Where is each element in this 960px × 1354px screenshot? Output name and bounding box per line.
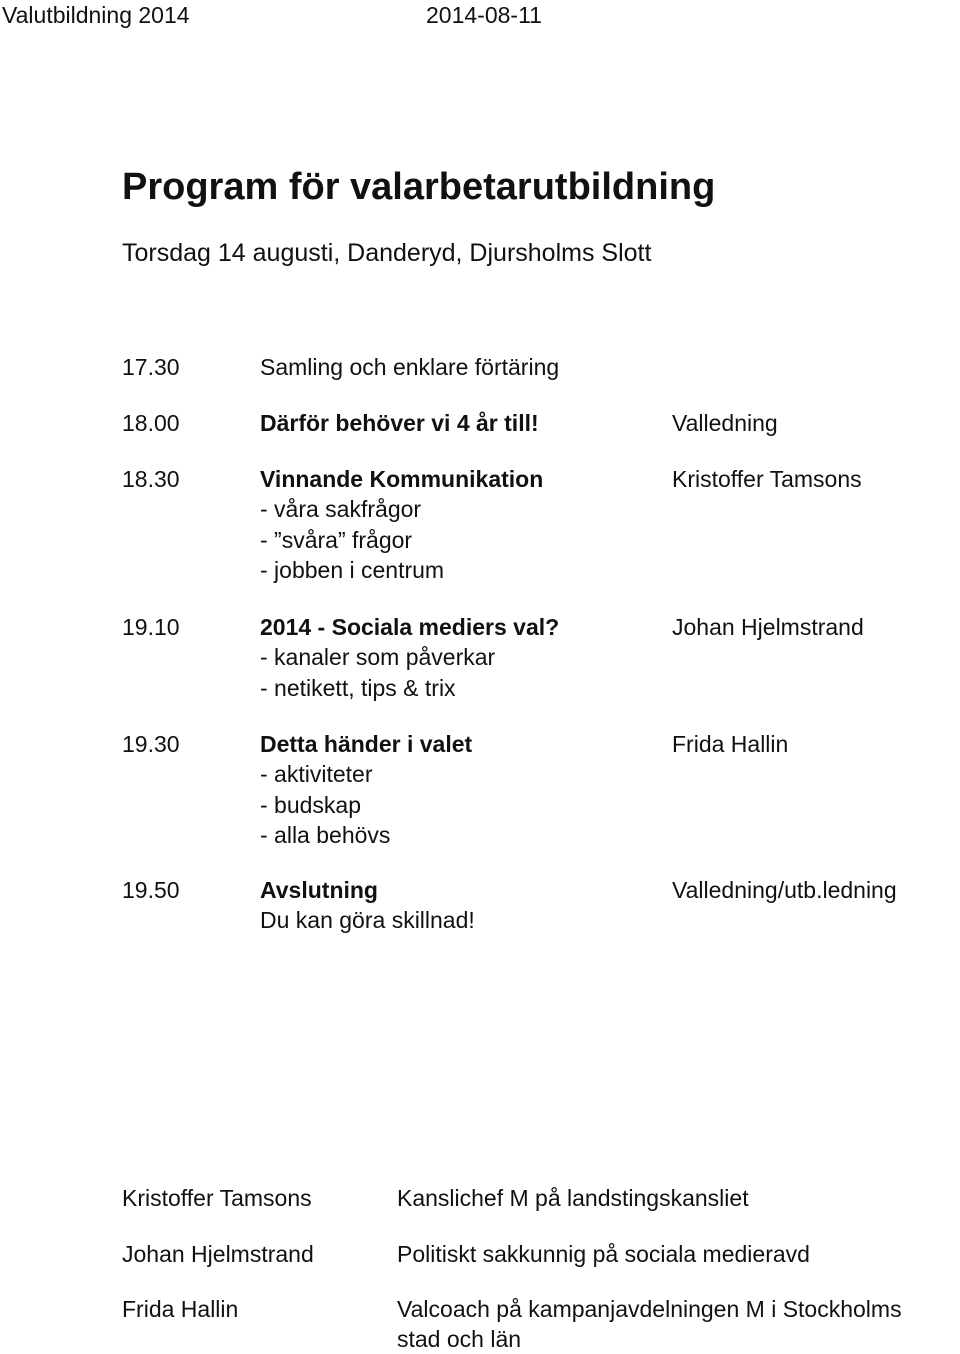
schedule-speaker: Valledning <box>672 410 778 436</box>
schedule-time: 19.50 <box>122 877 180 903</box>
schedule-topic: Vinnande Kommunikation <box>260 466 544 492</box>
schedule-topic: 2014 - Sociala mediers val? <box>260 614 560 640</box>
schedule-subitem: - kanaler som påverkar <box>260 644 496 670</box>
contact-role-line: Politiskt sakkunnig på sociala medieravd <box>397 1241 810 1267</box>
schedule-content <box>260 352 660 382</box>
contact-role-line: stad och län <box>397 1326 522 1352</box>
schedule-speaker: Kristoffer Tamsons <box>672 466 862 492</box>
schedule-topic: Detta händer i valet <box>260 731 473 757</box>
schedule-content <box>260 729 660 851</box>
schedule-time: 19.10 <box>122 614 180 640</box>
schedule-topic: Samling och enklare förtäring <box>260 354 560 380</box>
schedule-content <box>260 464 660 586</box>
schedule-time: 18.00 <box>122 410 180 436</box>
contact-role <box>397 1239 960 1269</box>
schedule-speaker: Frida Hallin <box>672 731 789 757</box>
schedule-time: 19.30 <box>122 731 180 757</box>
contact-name: Johan Hjelmstrand <box>122 1241 314 1267</box>
schedule-time: 17.30 <box>122 354 180 380</box>
page-subtitle: Torsdag 14 augusti, Danderyd, Djursholms Slott <box>122 239 652 267</box>
contact-role-line: Valcoach på kampanjavdelningen M i Stockholms <box>397 1296 902 1322</box>
schedule-subitem: - budskap <box>260 791 362 818</box>
contact-name: Kristoffer Tamsons <box>122 1185 312 1211</box>
schedule-speaker: Valledning/utb.ledning <box>672 877 897 903</box>
schedule-content <box>260 875 660 936</box>
schedule-subitem: - aktiviteter <box>260 761 373 787</box>
header-document-name: Valutbildning 2014 <box>2 2 190 28</box>
schedule-subitem: - ”svåra” frågor <box>260 526 413 553</box>
schedule-topic: Därför behöver vi 4 år till! <box>260 410 539 436</box>
schedule-content <box>260 612 660 703</box>
page-title: Program för valarbetarutbildning <box>122 166 716 208</box>
schedule-topic: Avslutning <box>260 877 378 903</box>
contact-role <box>397 1294 960 1354</box>
header-date: 2014-08-11 <box>426 2 542 28</box>
schedule-speaker: Johan Hjelmstrand <box>672 614 864 640</box>
schedule-subitem: - våra sakfrågor <box>260 496 422 522</box>
schedule-time: 18.30 <box>122 466 180 492</box>
schedule-subitem: - jobben i centrum <box>260 557 445 583</box>
schedule-subitem: - alla behövs <box>260 822 391 848</box>
schedule-content <box>260 408 660 438</box>
contact-name: Frida Hallin <box>122 1296 239 1322</box>
schedule-subitem: Du kan göra skillnad! <box>260 907 475 933</box>
contact-role <box>397 1183 960 1213</box>
contact-role-line: Kanslichef M på landstingskansliet <box>397 1185 749 1211</box>
schedule-subitem: - netikett, tips & trix <box>260 674 456 701</box>
